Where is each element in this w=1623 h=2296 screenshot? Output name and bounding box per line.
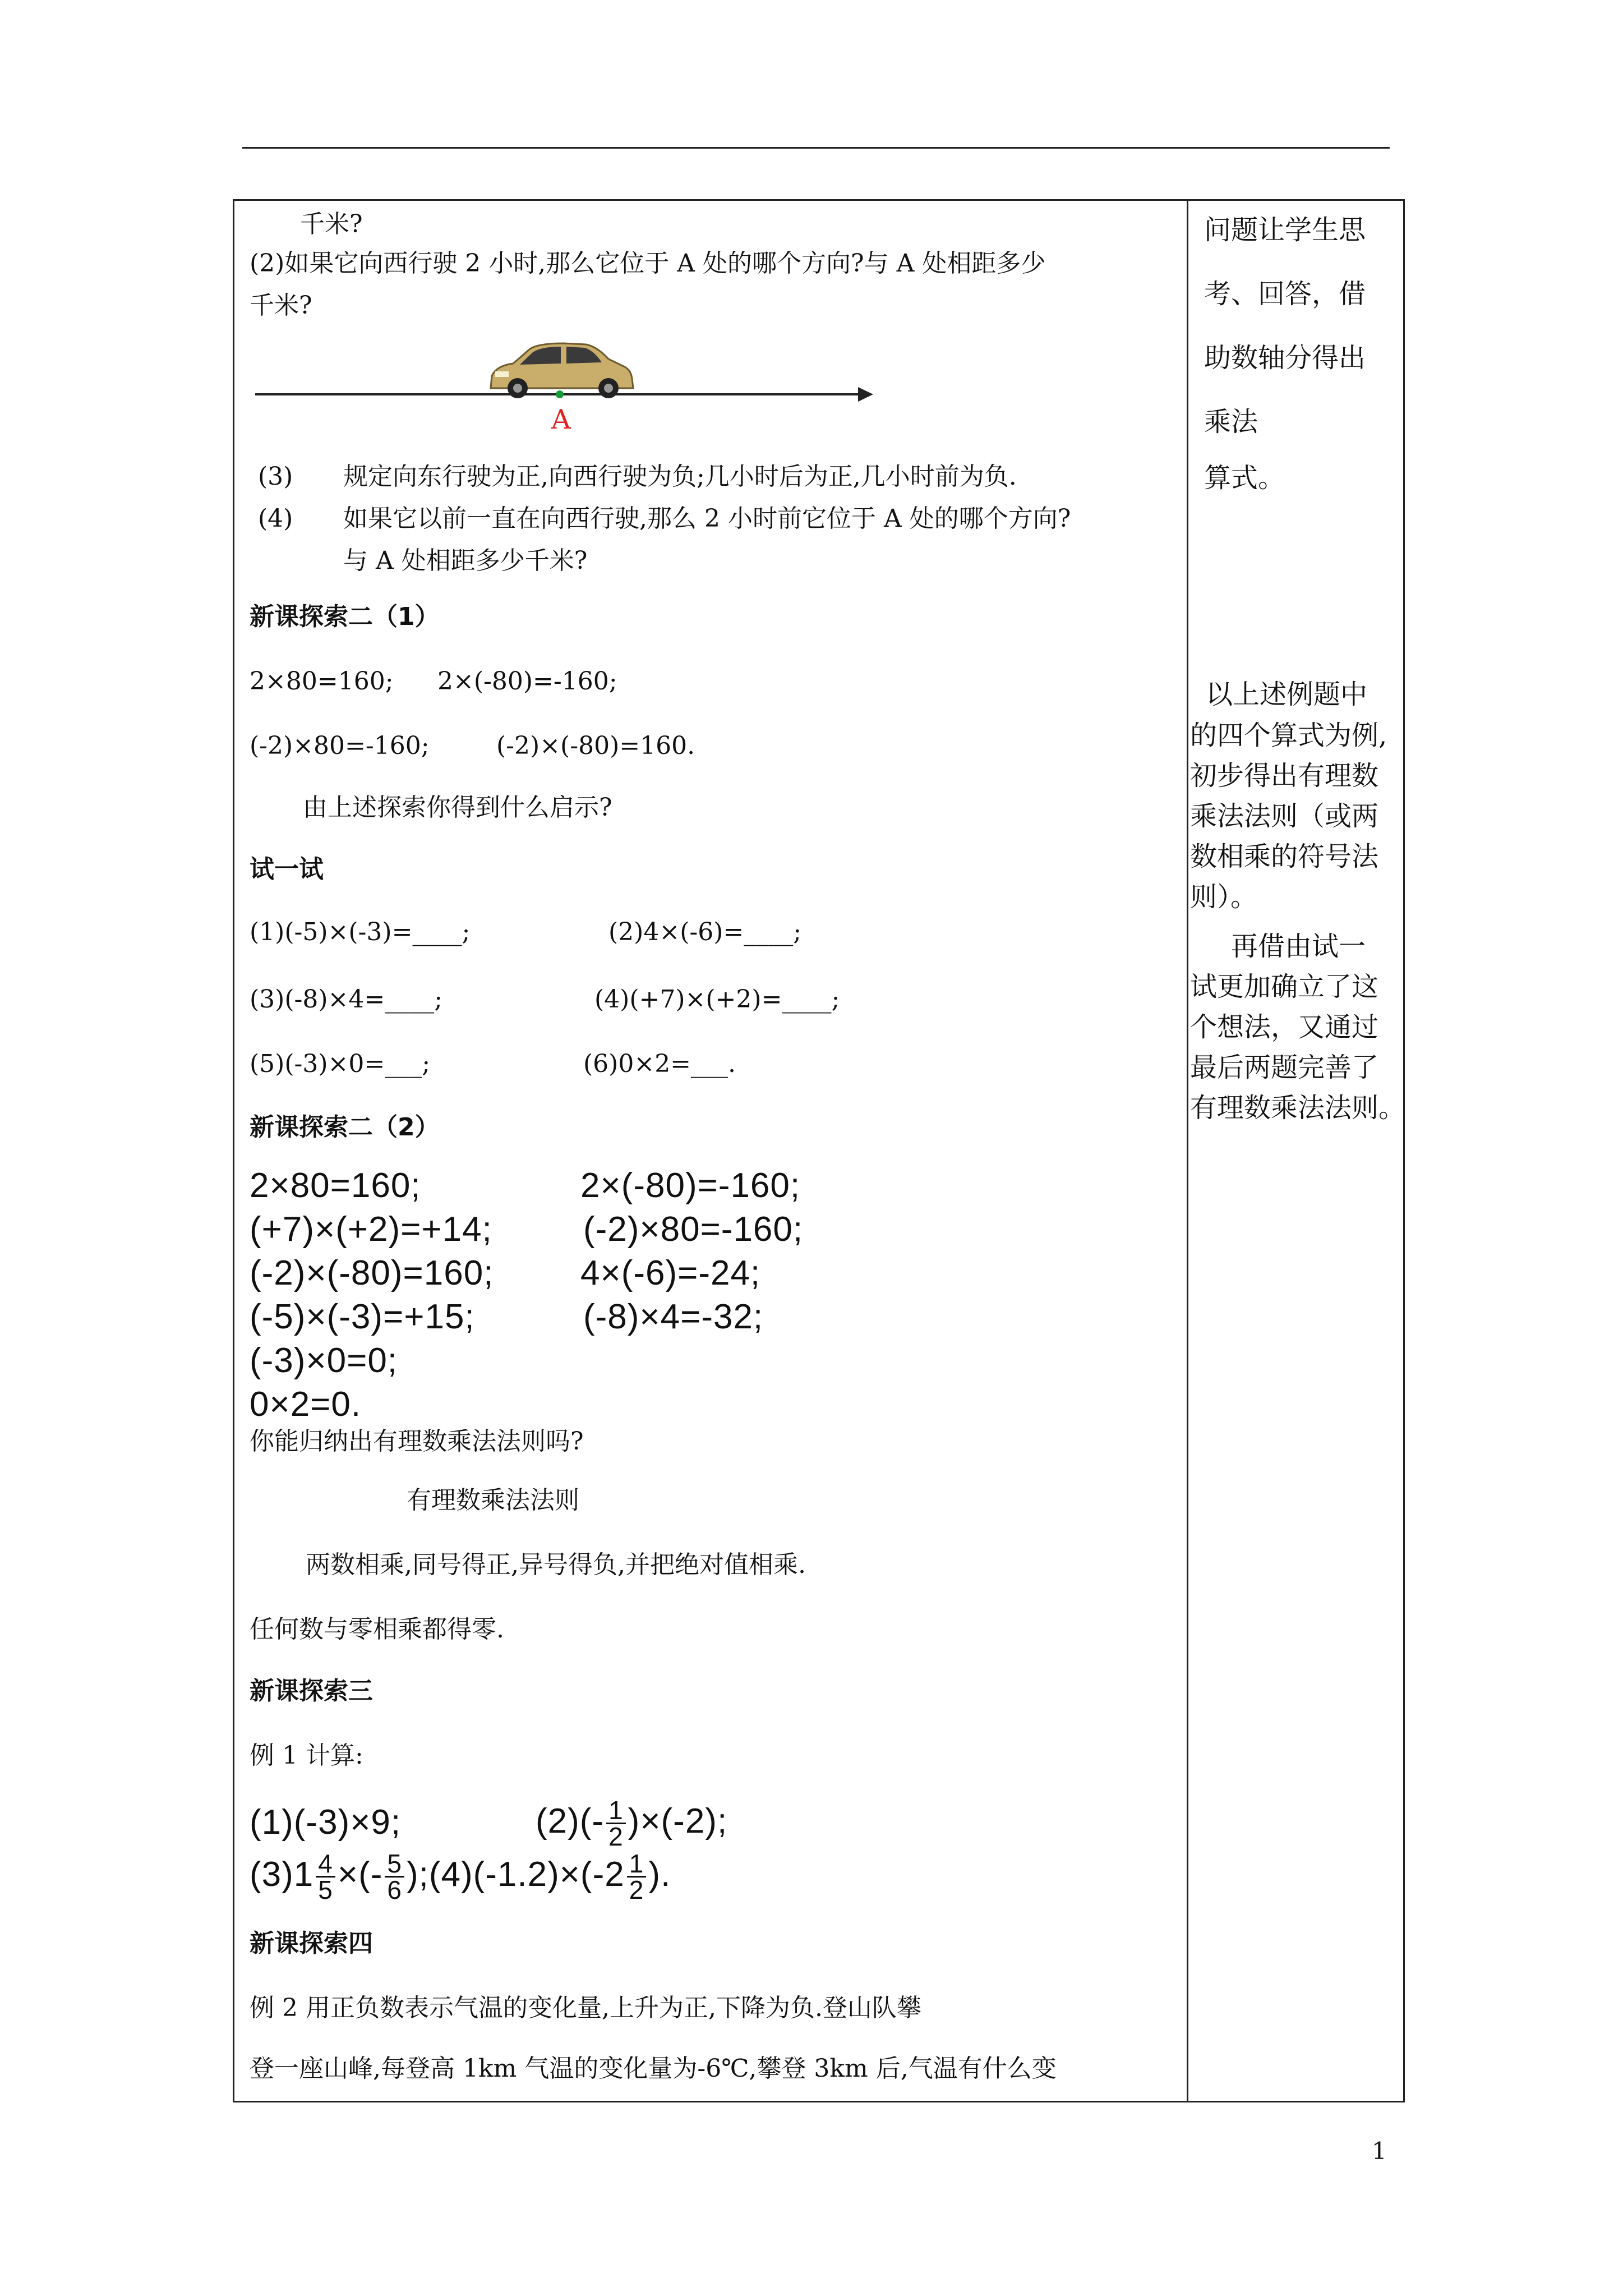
math-line-4a: (-5)×(-3)=+15;: [250, 1297, 475, 1336]
side-note-4: 乘法: [1204, 406, 1258, 438]
section-heading-3: 新课探索三: [250, 1677, 373, 1705]
point-a-label: A: [551, 404, 571, 435]
item-3: 规定向东行驶为正,向西行驶为负;几小时后为正,几小时前为负.: [343, 462, 1017, 491]
section-heading-4: 新课探索四: [250, 1929, 373, 1958]
side-note-1: 问题让学生思: [1204, 214, 1366, 246]
math-line-2a: (+7)×(+2)=+14;: [250, 1210, 492, 1249]
example-2-line-2: 登一座山峰,每登高 1km 气温的变化量为-6℃,攀登 3km 后,气温有什么变: [250, 2054, 1057, 2083]
question-inspiration: 由上述探索你得到什么启示?: [303, 793, 612, 822]
side-note-16: 有理数乘法法则。: [1190, 1092, 1406, 1124]
fraction-half: $\frac{1}{2}$: [606, 1798, 626, 1849]
math-line-3a: (-2)×(-80)=160;: [250, 1254, 494, 1292]
try-5: (5)(-3)×0=___;: [250, 1050, 431, 1078]
rule-zero: 任何数与零相乘都得零.: [250, 1615, 504, 1644]
item-4-number: (4): [258, 504, 293, 533]
car-icon: [491, 343, 633, 398]
side-note-14: 个想法，又通过: [1190, 1011, 1379, 1043]
math-line-2b: (-2)×80=-160;: [583, 1210, 804, 1249]
try-4: (4)(+7)×(+2)=____;: [594, 985, 840, 1014]
calc-3-4: (3)1 $\frac{4}{5}$ ×(- $\frac{5}{6}$ );(4)(-1.2)×(-2 $\frac{1}{2}$ ).: [250, 1849, 671, 1904]
side-note-8: 初步得出有理数: [1190, 760, 1379, 792]
math-line-1a: 2×80=160;: [250, 1166, 421, 1205]
side-note-12: 再借由试一: [1231, 931, 1366, 962]
math-line-6: 0×2=0.: [250, 1385, 362, 1424]
side-note-13: 试更加确立了这: [1190, 971, 1379, 1002]
equation-2b: (-2)×(-80)=160.: [496, 731, 695, 760]
rule-title: 有理数乘法法则: [407, 1486, 579, 1515]
math-line-1b: 2×(-80)=-160;: [580, 1166, 801, 1205]
math-line-3b: 4×(-6)=-24;: [580, 1254, 761, 1292]
header-rule: [242, 147, 1390, 149]
try-6: (6)0×2=___.: [583, 1050, 736, 1078]
line-unit: 千米?: [300, 210, 363, 238]
side-note-7: 的四个算式为例,: [1190, 720, 1387, 751]
side-note-6: 以上述例题中: [1206, 679, 1368, 710]
calc-2: (2)(- $\frac{1}{2}$ )×(-2);: [536, 1796, 728, 1851]
example-2-line-1: 例 2 用正负数表示气温的变化量,上升为正,下降为负.登山队攀: [250, 1994, 921, 2022]
fraction-half-2: $\frac{1}{2}$: [627, 1851, 647, 1902]
fraction-four-fifths: $\frac{4}{5}$: [316, 1851, 335, 1902]
fraction-five-sixths: $\frac{5}{6}$: [385, 1851, 404, 1902]
side-note-9: 乘法法则（或两: [1190, 800, 1379, 832]
math-line-4b: (-8)×4=-32;: [583, 1297, 764, 1336]
question-2-cont: 千米?: [250, 291, 312, 320]
side-note-10: 数相乘的符号法: [1190, 841, 1379, 872]
section-heading-try: 试一试: [250, 855, 324, 884]
item-4-cont: 与 A 处相距多少千米?: [343, 546, 588, 575]
side-note-2: 考、回答，借: [1204, 278, 1366, 310]
math-line-5: (-3)×0=0;: [250, 1341, 398, 1380]
question-2: (2)如果它向西行驶 2 小时,那么它位于 A 处的哪个方向?与 A 处相距多少: [250, 249, 1046, 278]
equation-1a: 2×80=160;: [250, 667, 394, 696]
calc-1: (1)(-3)×9;: [250, 1803, 402, 1842]
section-heading-2-2: 新课探索二（2）: [250, 1113, 440, 1142]
rule-sign: 两数相乘,同号得正,异号得负,并把绝对值相乘.: [306, 1550, 806, 1579]
equation-2a: (-2)×80=-160;: [250, 731, 430, 760]
equation-1b: 2×(-80)=-160;: [437, 667, 617, 696]
side-note-11: 则）。: [1190, 881, 1258, 913]
section-heading-2-1: 新课探索二（1）: [250, 602, 440, 631]
try-3: (3)(-8)×4=____;: [250, 985, 443, 1014]
item-3-number: (3): [258, 462, 293, 491]
page-number: 1: [1372, 2137, 1387, 2165]
side-note-5: 算式。: [1204, 462, 1285, 494]
point-a-marker: [556, 390, 564, 398]
column-divider: [1187, 199, 1188, 2102]
side-note-3: 助数轴分得出: [1204, 342, 1366, 374]
try-1: (1)(-5)×(-3)=____;: [250, 918, 471, 946]
example-1-label: 例 1 计算:: [250, 1741, 363, 1770]
try-2: (2)4×(-6)=____;: [608, 918, 802, 946]
question-rule: 你能归纳出有理数乘法法则吗?: [250, 1427, 584, 1456]
side-note-15: 最后两题完善了: [1190, 1052, 1379, 1083]
item-4: 如果它以前一直在向西行驶,那么 2 小时前它位于 A 处的哪个方向?: [343, 504, 1071, 533]
